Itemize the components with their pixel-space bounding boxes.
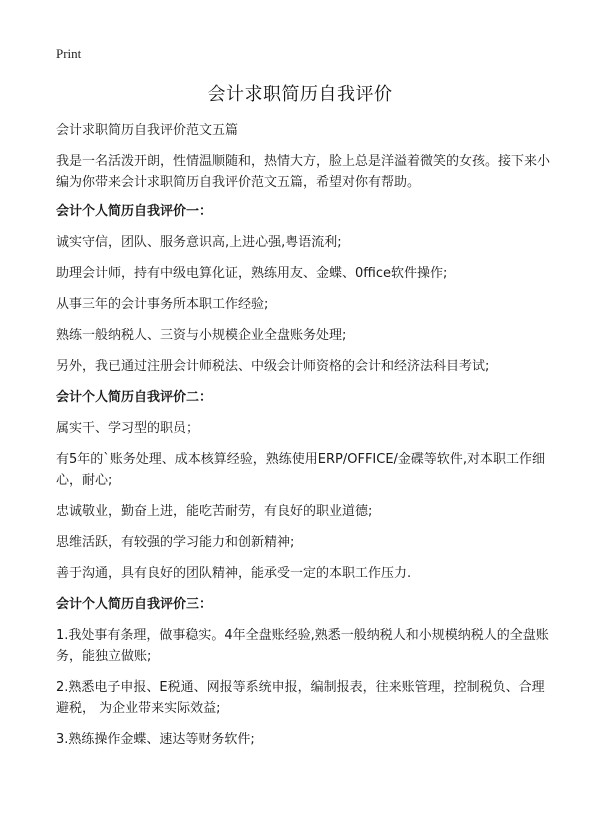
- paragraph: 忠诚敬业，勤奋上进，能吃苦耐劳，有良好的职业道德;: [56, 504, 373, 519]
- paragraph: 助理会计师，持有中级电算化证，熟练用友、金蝶、0ffice软件操作;: [56, 266, 448, 281]
- page-title: 会计求职简历自我评价: [207, 84, 393, 105]
- paragraph: 熟练一般纳税人、三资与小规模企业全盘账务处理;: [56, 328, 347, 343]
- paragraph: 善于沟通，具有良好的团队精神，能承受一定的本职工作压力.: [56, 566, 412, 581]
- paragraph: 诚实守信，团队、服务意识高,上进心强,粤语流利;: [56, 235, 342, 250]
- paragraph: 从事三年的会计事务所本职工作经验;: [56, 297, 269, 312]
- article-subtitle: 会计求职简历自我评价范文五篇: [56, 123, 239, 138]
- section-heading: 会计个人简历自我评价二：: [56, 390, 213, 405]
- paragraph: 另外，我已通过注册会计师税法、中级会计师资格的会计和经济法科目考试;: [56, 359, 490, 374]
- paragraph: 思维活跃，有较强的学习能力和创新精神;: [56, 535, 295, 550]
- paragraph: 2.熟悉电子申报、E税通、网报等系统申报，编制报表，往来账管理，控制税负、合理避税， 为企业带来实际效益;: [56, 680, 545, 716]
- paragraph: 3.熟练操作金蝶、速达等财务软件;: [56, 732, 255, 747]
- section-3: [56, 594, 550, 750]
- section-2: [56, 387, 550, 584]
- print-link[interactable]: Print: [56, 46, 82, 61]
- article-body: [56, 120, 550, 760]
- paragraph: 属实干、学习型的职员；: [56, 421, 200, 436]
- section-heading: 会计个人简历自我评价三：: [56, 597, 213, 612]
- section-heading: 会计个人简历自我评价一：: [56, 204, 213, 219]
- paragraph: 有5年的`账务处理、成本核算经验，熟练使用ERP/OFFICE/金碟等软件,对本职工作细心，耐心;: [56, 452, 546, 488]
- paragraph: 1.我处事有条理，做事稳实。4年全盘账经验,熟悉一般纳税人和小规模纳税人的全盘账务，能独立做账;: [56, 628, 549, 664]
- intro-paragraph: 我是一名活泼开朗，性情温顺随和，热情大方，脸上总是洋溢着微笑的女孩。接下来小编为你带来会计求职简历自我评价范文五篇，希望对你有帮助。: [56, 154, 551, 190]
- section-1: [56, 201, 550, 377]
